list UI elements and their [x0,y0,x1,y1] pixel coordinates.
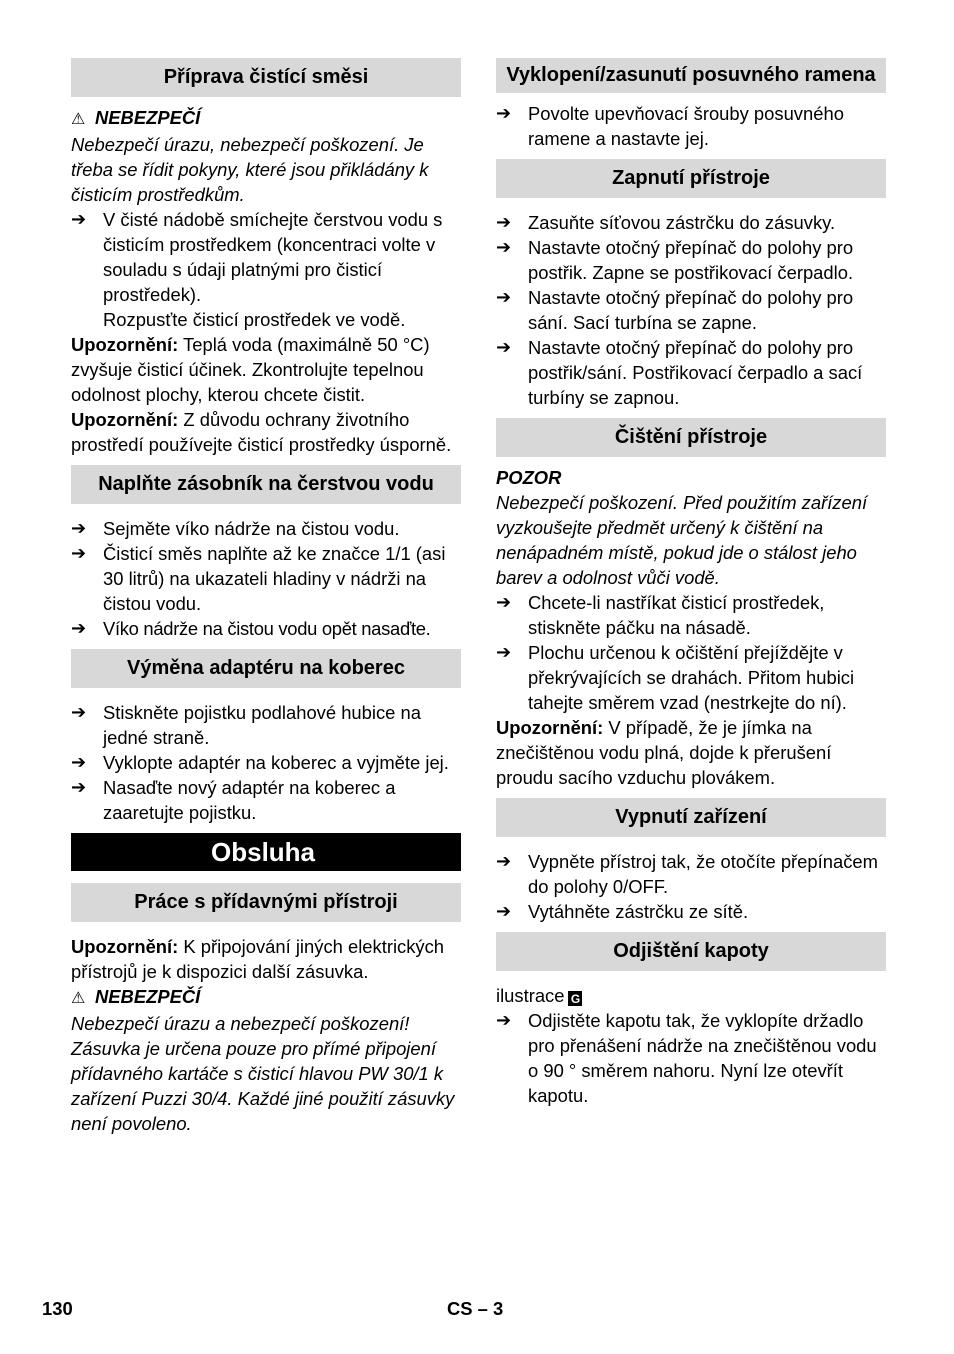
heading-zapnuti: Zapnutí přístroje [496,159,886,198]
list-item: ➔ Nasaďte nový adaptér na koberec a zaaretujte pojistku. [71,777,396,823]
list-item: ➔ Stiskněte pojistku podlahové hubice na jedné straně. [71,702,421,748]
heading-vyklopeni: Vyklopení/zasunutí posuvného ramena [496,58,886,93]
list-item: ➔ Čisticí směs naplňte až ke značce 1/1 (asi 30 litrů) na ukazateli hladiny v nádrži na čistou vodu. [71,543,446,614]
list-item: ➔ Nastavte otočný přepínač do polohy pro postřik. Zapne se postřikovací čerpadlo. [496,237,854,283]
warning-icon: ⚠ [71,111,86,128]
arrow-right-icon: ➔ [71,777,87,797]
arrow-right-icon: ➔ [496,592,512,612]
arrow-right-icon: ➔ [71,543,87,563]
heading-priprava: Příprava čistící směsi [71,58,461,97]
arrow-right-icon: ➔ [71,209,87,229]
list-item: ➔ Vyklopte adaptér na koberec a vyjměte jej. [71,752,449,773]
arrow-right-icon: ➔ [71,752,87,772]
list-item: ➔ Víko nádrže na čistou vodu opět nasaďte. [71,618,431,639]
list-item: ➔ Vypněte přístroj tak, že otočíte přepínačem do polohy 0/OFF. [496,851,878,897]
step-extra: Rozpusťte čisticí prostředek ve vodě. [103,309,406,330]
heading-vypnuti: Vypnutí zařízení [496,798,886,837]
warning-icon: ⚠ [71,990,86,1007]
note-paragraph: Upozornění: K připojování jiných elektrických přístrojů je k dispozici další zásuvka. [71,936,445,982]
list-item: ➔ Vytáhněte zástrčku ze sítě. [496,901,749,922]
list-item: ➔ Nastavte otočný přepínač do polohy pro sání. Sací turbína se zapne. [496,287,854,333]
warning-label: ⚠ NEBEZPEČÍ [71,105,461,132]
list-item: ➔ Sejměte víko nádrže na čistou vodu. [71,518,400,539]
arrow-right-icon: ➔ [496,851,512,871]
illustration-g-icon: G [568,991,582,1006]
arrow-right-icon: ➔ [71,702,87,722]
arrow-right-icon: ➔ [496,237,512,257]
arrow-right-icon: ➔ [496,337,512,357]
page-number: 130 [42,1298,73,1319]
arrow-right-icon: ➔ [496,1010,512,1030]
right-column [496,58,886,1108]
caution-label: POZOR [496,467,562,488]
arrow-right-icon: ➔ [496,287,512,307]
list-item: ➔ Zasuňte síťovou zástrčku do zásuvky. [496,212,836,233]
section-title-obsluha: Obsluha [71,833,461,871]
illustration-ref: ilustrace G [496,983,886,1008]
list-item: ➔ V čisté nádobě smíchejte čerstvou vodu s čisticím prostředkem (koncentraci volte v souladu s údaji platnými pro čisticí prostředek). [71,209,443,305]
note-paragraph: Upozornění: Teplá voda (maximálně 50 °C) zvyšuje čisticí účinek. Zkontrolujte tepelnou odolnost plochy, kterou chcete čistit. [71,334,430,405]
list-item: ➔ Odjistěte kapotu tak, že vyklopíte držadlo pro přenášení nádrže na znečištěnou vodu o 90 ° směrem nahoru. Nyní lze otevřít kapotu. [496,1010,877,1106]
arrow-right-icon: ➔ [496,103,512,123]
note-paragraph: Upozornění: Z důvodu ochrany životního prostředí používejte čisticí prostředky úsporně. [71,409,452,455]
list-item: ➔ Povolte upevňovací šrouby posuvného ramene a nastavte jej. [496,103,844,149]
arrow-right-icon: ➔ [71,518,87,538]
arrow-right-icon: ➔ [496,212,512,232]
page-label: CS – 3 [447,1298,504,1319]
warning-text: Nebezpečí úrazu a nebezpečí poškození! Zásuvka je určena pouze pro přímé připojení přídavného kartáče s čisticí hlavou PW 30/1 k zařízení Puzzi 30/4. Každé jiné použití zásuvky není povoleno. [71,1013,455,1134]
left-column [71,58,461,1136]
arrow-right-icon: ➔ [496,901,512,921]
note-paragraph: Upozornění: V případě, že je jímka na znečištěnou vodu plná, dojde k přerušení proudu sacího vzduchu plovákem. [496,717,832,788]
arrow-right-icon: ➔ [496,642,512,662]
warning-text: Nebezpečí úrazu, nebezpečí poškození. Je třeba se řídit pokyny, které jsou přikládány k čisticím prostředkům. [71,134,429,205]
heading-vymena: Výměna adaptéru na koberec [71,649,461,688]
heading-cisteni: Čištění přístroje [496,418,886,457]
list-item: ➔ Plochu určenou k očištění přejíždějte v překrývajících se drahách. Přitom hubici tahejte směrem vzad (nestrkejte do ní). [496,642,855,713]
heading-odjisteni: Odjištění kapoty [496,932,886,971]
heading-prace: Práce s přídavnými přístroji [71,883,461,922]
list-item: ➔ Chcete-li nastříkat čisticí prostředek, stiskněte páčku na násadě. [496,592,825,638]
arrow-right-icon: ➔ [71,618,86,638]
heading-naplnte: Naplňte zásobník na čerstvou vodu [71,465,461,504]
warning-label: ⚠ NEBEZPEČÍ [71,984,461,1011]
caution-text: Nebezpečí poškození. Před použitím zařízení vyzkoušejte předmět určený k čištění na nenápadném místě, pokud jde o stálost jeho barev a odolnost vůči vodě. [496,492,868,588]
list-item: ➔ Nastavte otočný přepínač do polohy pro postřik/sání. Postřikovací čerpadlo a sací turbíny se zapnou. [496,337,863,408]
